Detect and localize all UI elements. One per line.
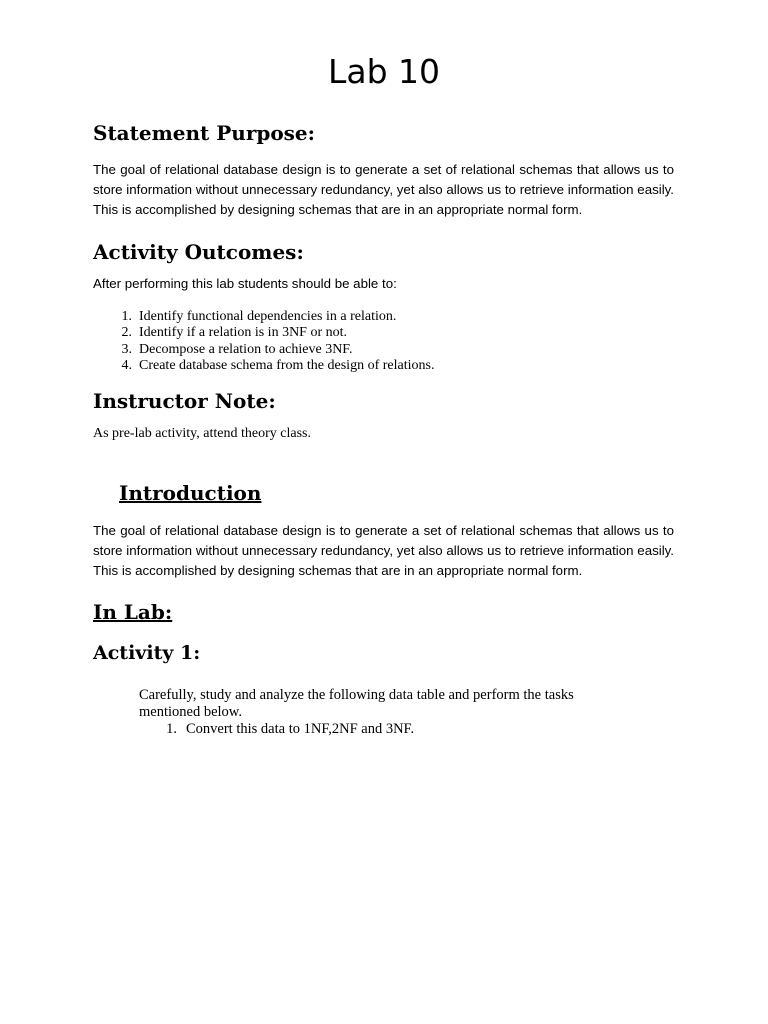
list-item xyxy=(93,358,434,374)
activity-1-instructions: Carefully, study and analyze the following data table and perform the tasks mentioned below. xyxy=(139,687,574,720)
statement-purpose-paragraph: The goal of relational database design is to generate a set of relational schemas that allows us to store information without unnecessary redundancy, yet also allows us to retrieve information easily. This is accomplished by designing schemas that are in an appropriate normal form. xyxy=(93,162,674,218)
statement-purpose-heading: Statement Purpose: xyxy=(93,121,316,145)
list-item-text: Decompose a relation to achieve 3NF. xyxy=(139,341,353,357)
list-item-text: Identify functional dependencies in a relation. xyxy=(139,309,397,324)
activity-1-heading: Activity 1: xyxy=(93,642,201,664)
list-item-number: 1. xyxy=(121,309,132,324)
activity-outcomes-heading: Activity Outcomes: xyxy=(93,240,304,264)
activity-outcomes-intro: After performing this lab students should be able to: xyxy=(93,276,397,291)
list-item-number: 4. xyxy=(121,357,132,373)
instructor-note-text: As pre-lab activity, attend theory class. xyxy=(93,426,311,441)
document-title: Lab 10 xyxy=(327,52,441,91)
introduction-paragraph: The goal of relational database design is to generate a set of relational schemas that allows us to store information without unnecessary redundancy, yet also allows us to retrieve information easily. This is accomplished by designing schemas that are in an appropriate normal form. xyxy=(93,523,674,579)
list-item xyxy=(93,342,434,358)
list-item-text: Create database schema from the design of relations. xyxy=(139,357,435,373)
list-item xyxy=(93,309,434,325)
list-item xyxy=(93,325,434,341)
list-item-number: 1. xyxy=(166,721,177,737)
activity-outcomes-list xyxy=(93,309,434,374)
list-item-number: 3. xyxy=(121,341,132,357)
list-item xyxy=(139,721,414,738)
list-item-text: Identify if a relation is in 3NF or not. xyxy=(139,325,348,341)
in-lab-heading: In Lab: xyxy=(93,600,173,624)
instructor-note-heading: Instructor Note: xyxy=(93,389,276,413)
activity-1-task-list xyxy=(139,721,414,738)
list-item-number: 2. xyxy=(121,325,132,341)
introduction-heading: Introduction xyxy=(119,481,262,505)
list-item-text: Convert this data to 1NF,2NF and 3NF. xyxy=(186,721,415,737)
